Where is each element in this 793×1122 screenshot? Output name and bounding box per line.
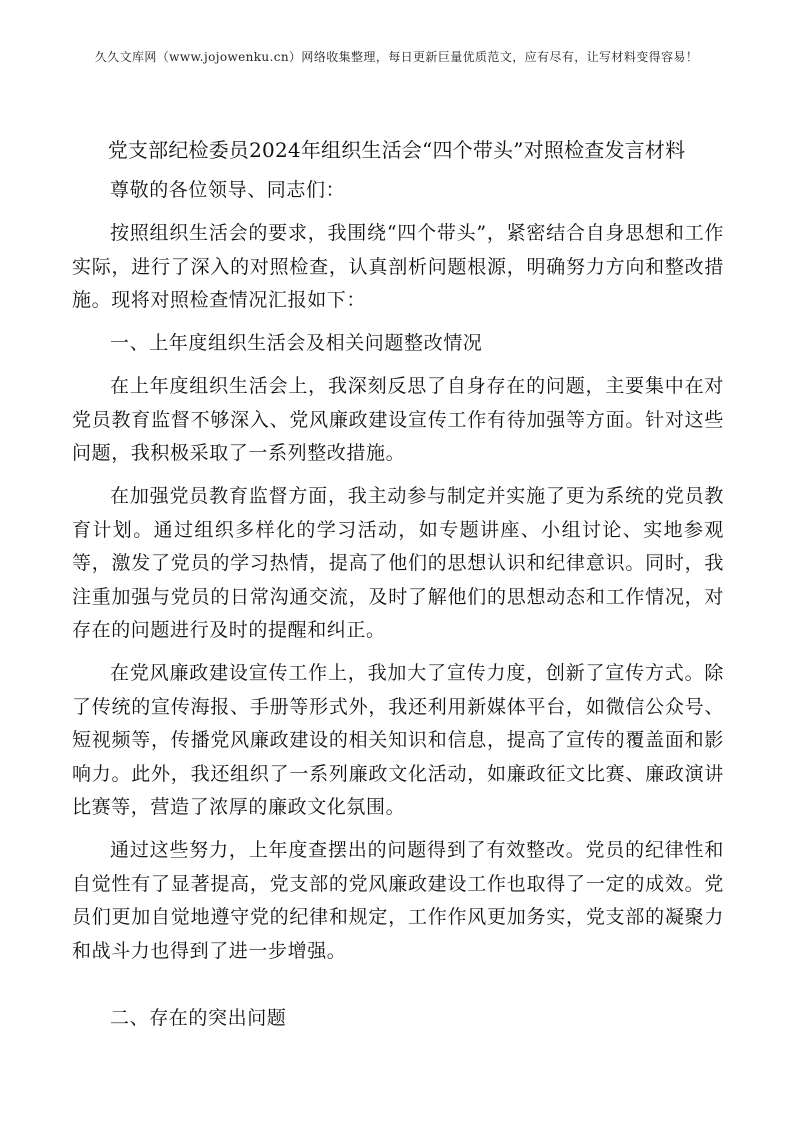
section-1-paragraph-2: 在加强党员教育监督方面，我主动参与制定并实施了更为系统的党员教育计划。通过组织多样化的学习活动，如专题讲座、小组讨论、实地参观等，激发了党员的学习热情，提高了他们的思想认识和纪律意识。同时，我注重加强与党员的日常沟通交流，及时了解他们的思想动态和工作情况，对存在的问题进行及时的提醒和纠正。 (72, 485, 724, 641)
section-2-heading: 二、存在的突出问题 (110, 1006, 287, 1029)
intro-paragraph: 按照组织生活会的要求，我围绕“四个带头”，紧密结合自身思想和工作实际，进行了深入的对照检查，认真剖析问题根源，明确努力方向和整改措施。现将对照检查情况汇报如下： (72, 222, 724, 311)
section-1-paragraph-1: 在上年度组织生活会上，我深刻反思了自身存在的问题，主要集中在对党员教育监督不够深入、党风廉政建设宣传工作有待加强等方面。针对这些问题，我积极采取了一系列整改措施。 (72, 375, 724, 464)
section-1-paragraph-3: 在党风廉政建设宣传工作上，我加大了宣传力度，创新了宣传方式。除了传统的宣传海报、手册等形式外，我还利用新媒体平台，如微信公众号、短视频等，传播党风廉政建设的相关知识和信息，提高了宣传的覆盖面和影响力。此外，我还组织了一系列廉政文化活动，如廉政征文比赛、廉政演讲比赛等，营造了浓厚的廉政文化氛围。 (72, 662, 724, 818)
salutation: 尊敬的各位领导、同志们： (110, 179, 346, 201)
document-title: 党支部纪检委员2024年组织生活会“四个带头”对照检查发言材料 (107, 138, 686, 162)
section-1-heading: 一、上年度组织生活会及相关问题整改情况 (110, 332, 483, 354)
header-note: 久久文库网（www.jojowenku.cn）网络收集整理，每日更新巨量优质范文，应有尽有，让写材料变得容易！ (94, 50, 699, 64)
section-spacer (72, 978, 724, 1002)
document-body (72, 174, 724, 1045)
section-1-paragraph-4: 通过这些努力，上年度查摆出的问题得到了有效整改。党员的纪律性和自觉性有了显著提高，党支部的党风廉政建设工作也取得了一定的成效。党员们更加自觉地遵守党的纪律和规定，工作作风更加务实，党支部的凝聚力和战斗力也得到了进一步增强。 (72, 839, 724, 962)
